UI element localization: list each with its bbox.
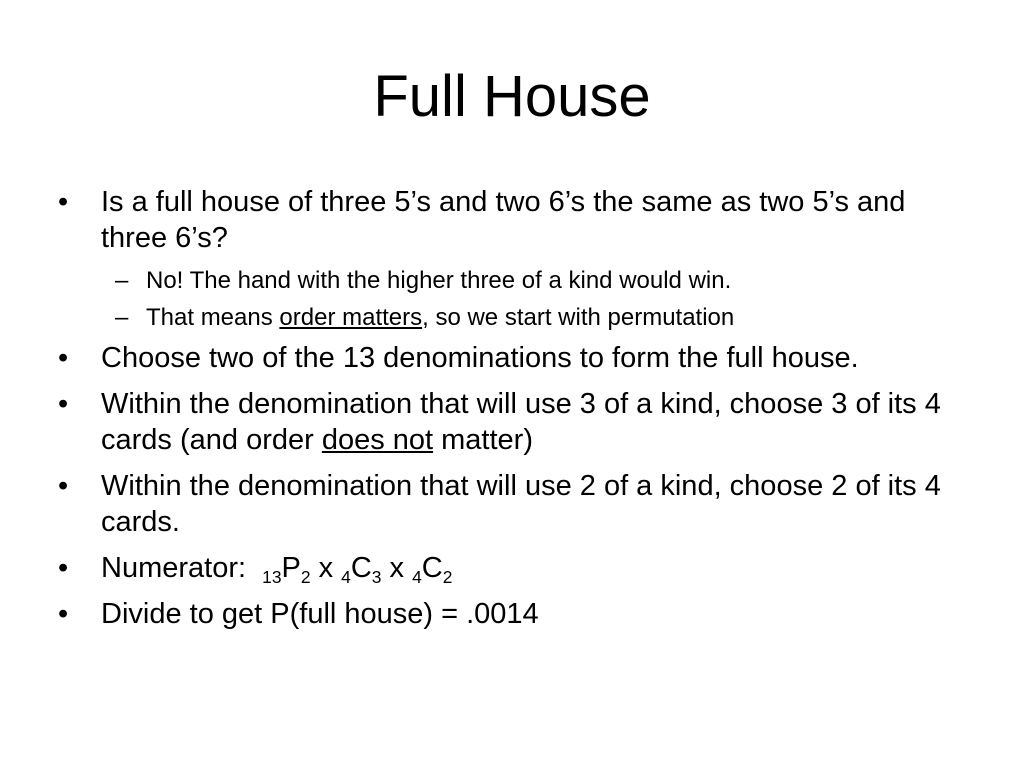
- formula-operator: x: [310, 552, 342, 584]
- bullet-text: Divide to get P(full house) = .0014: [101, 598, 539, 630]
- bullet-marker: •: [58, 552, 69, 584]
- bullet-item: [58, 340, 978, 376]
- bullet-text-end: matter): [433, 424, 533, 456]
- formula-subscript: 2: [300, 567, 311, 588]
- bullet-item: [58, 184, 978, 256]
- underlined-text: does not: [321, 424, 434, 456]
- sub-bullet-item: [58, 303, 978, 333]
- formula-subscript: 3: [371, 567, 382, 588]
- formula-subscript: 2: [442, 567, 453, 588]
- bullet-marker: •: [58, 598, 69, 630]
- bullet-marker: •: [58, 388, 69, 420]
- bullet-text: Is a full house of three 5’s and two 6’s the same as two 5’s and three 6’s?: [101, 186, 906, 254]
- slide-title: Full House: [373, 64, 651, 129]
- formula-subscript: 13: [262, 567, 282, 588]
- underlined-text: order matters: [279, 304, 423, 331]
- dash-marker: –: [115, 267, 129, 294]
- sub-bullet-item: [58, 266, 978, 296]
- sub-list: [58, 266, 978, 333]
- slide-content: [58, 184, 978, 642]
- sub-bullet-text-start: That means: [146, 304, 280, 331]
- bullet-item: [58, 468, 978, 540]
- bullet-text: Within the denomination that will use 2 of a kind, choose 2 of its 4 cards.: [101, 470, 941, 538]
- bullet-item: [58, 596, 978, 632]
- bullet-marker: •: [58, 470, 69, 502]
- bullet-marker: •: [58, 342, 69, 374]
- bullet-item: [58, 386, 978, 458]
- bullet-marker: •: [58, 186, 69, 218]
- formula-subscript: 4: [341, 567, 351, 588]
- bullet-item: [58, 550, 978, 586]
- formula-label: Numerator:: [101, 552, 263, 584]
- dash-marker: –: [115, 304, 129, 331]
- formula-symbol: P: [281, 552, 301, 584]
- sub-bullet-text-end: , so we start with permutation: [422, 304, 735, 331]
- bullet-text: Choose two of the 13 denominations to form the full house.: [101, 342, 859, 374]
- formula-symbol: C: [350, 552, 372, 584]
- formula-symbol: C: [421, 552, 443, 584]
- formula-subscript: 4: [412, 567, 422, 588]
- formula-operator: x: [381, 552, 413, 584]
- sub-bullet-text: No! The hand with the higher three of a kind would win.: [146, 267, 732, 294]
- bullet-text-start: Within the denomination that will use 3 of a kind, choose 3 of its 4 cards (and order: [101, 388, 941, 456]
